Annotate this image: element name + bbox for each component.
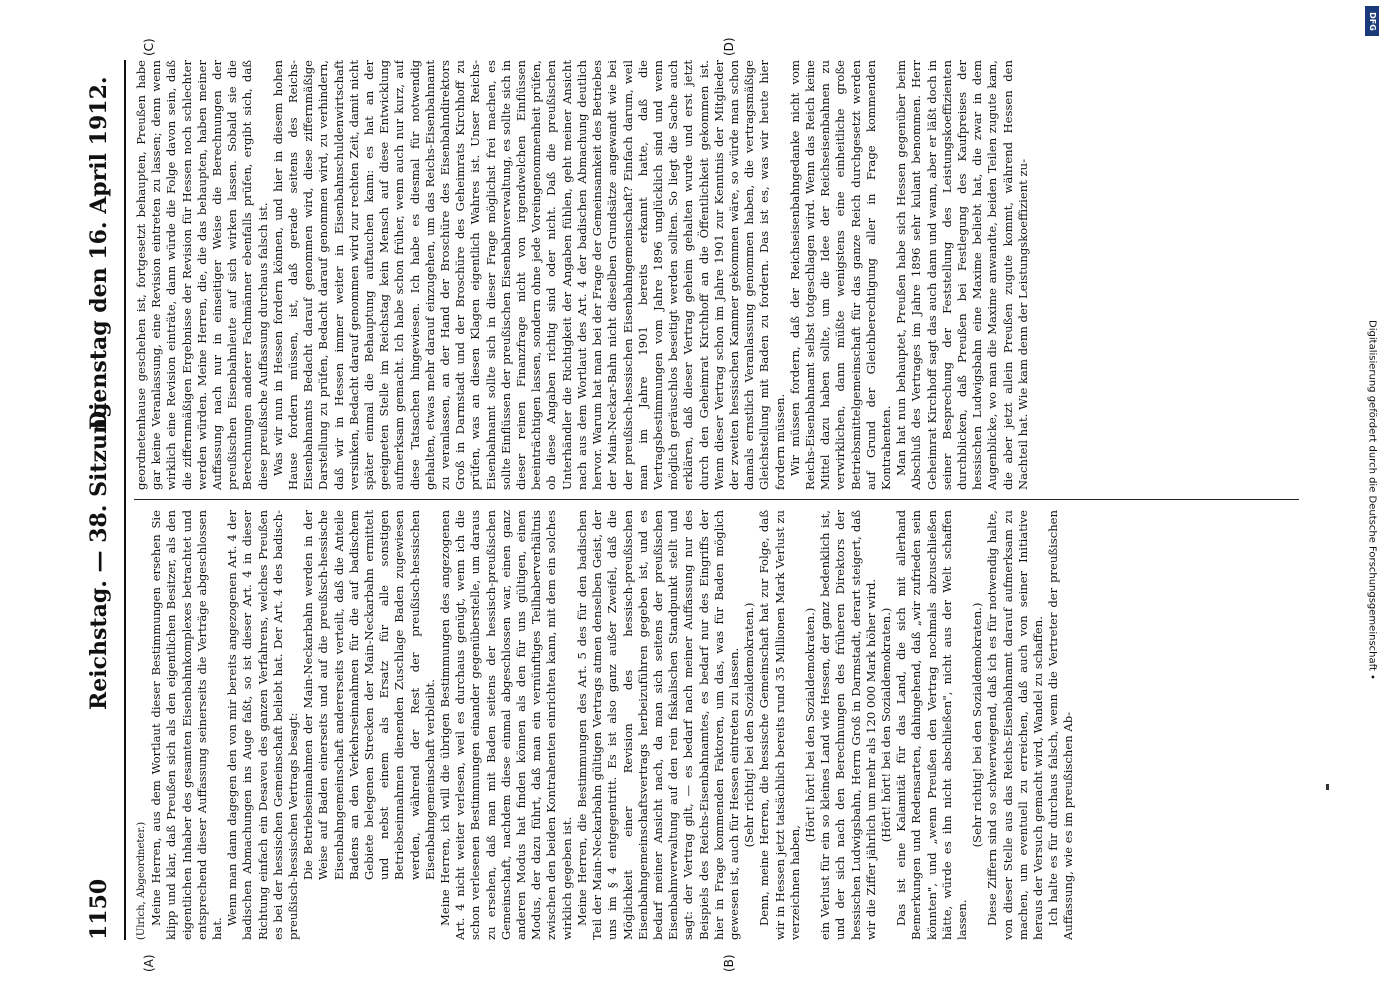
paragraph: Das ist eine Kalamität für das Land, die sich mit allerhand Bemerkungen und Redensarten, dahingehend, daß „wir zufrieden sein könnten", und „wenn Preußen den Vertrag nochmals abzuschließen hätte, würde es ihn nicht abschließen", nicht aus der Welt schaffen lassen. (893, 510, 969, 940)
newspaper-page (62, 20, 1322, 980)
session-date: Dienstag den 16. April 1912. (85, 76, 112, 430)
quoted-article: Die Betriebseinnahmen der Main-Neckarbahn werden in der Weise auf Baden einerseits und auf die preußisch-hessische Eisenbahngemeinschaft andererseits verteilt, daß die Anteile Badens an den Verkehrseinnahmen für die auf badischem Gebiete belegenen Strecken der Main-Neckarbahn ermittelt und nebst einem als Ersatz für alle sonstigen Betriebseinnahmen dienenden Zuschlage Baden zugewiesen werden, während der Rest der preußisch-hessischen Eisenbahngemeinschaft verbleibt. (300, 510, 437, 880)
left-column (134, 510, 1299, 940)
margin-marker-c: (C) (141, 38, 156, 56)
paragraph: Diese Ziffern sind so schwerwiegend, daß ich es für notwendig halte, von dieser Stelle aus das Reichs-Eisenbahnamt darauf aufmerksam zu machen, um eventuell zu erreichen, daß auch von seiner Initiative heraus der Versuch gemacht wird, Wandel zu schaffen. (984, 510, 1045, 940)
paragraph: Wir müssen fordern, daß der Reichseisenbahngedanke nicht vom Reichs-Eisenbahnamt selbst totgeschlagen wird. Wenn das Reich keine Mittel dazu haben sollte, um die Idee der Reichseisenbahnen zu verwirklichen, dann müßte wenigstens eine einheitliche große Betriebsmittelgemeinschaft für das ganze Reich durchgesetzt werden auf Grund der Gleichberechtigung aller in Frage kommenden Kontrahenten. (787, 60, 893, 490)
session-title: Reichstag. — 38. Sitzung. (85, 394, 112, 710)
margin-marker-b: (B) (721, 954, 736, 972)
paragraph: Denn, meine Herren, die hessische Gemeinschaft hat zur Folge, daß wir in Hessen jetzt tatsächlich bereits rund 35 Millionen Mark Verlust zu verzeichnen haben, (756, 510, 802, 940)
margin-marker-a: (A) (141, 954, 156, 972)
digitization-credit (1361, 0, 1383, 1000)
right-column (134, 60, 1299, 490)
header-rule (124, 60, 126, 940)
interjection: (Hört! hört! bei den Sozialdemokraten.) (878, 607, 893, 843)
page-number: 1150 (85, 878, 112, 940)
margin-marker-d: (D) (721, 37, 736, 56)
column-divider (134, 499, 1299, 500)
paragraph: Meine Herren, die Bestimmungen des Art. 5 des für den badischen Teil der Main-Neckarbahn gültigen Vertrags atmen denselben Geist, der uns im § 4 entgegentritt. Es ist also ganz außer Zweifel, daß die Möglichkeit einer Revision des hessisch-preußischen Eisenbahngemeinschaftsvertrags herbeizuführen gegeben ist, und es bedarf meiner Ansicht nach, da man sich seitens der preußischen Eisenbahnverwaltung auf den rein fiskalischen Standpunkt stellt und sagt: der Vertrag gilt, — es bedarf nach meiner Auffassung nur des Beispiels des Reichs-Eisenbahnamtes, es bedarf nur des Eingriffs der hier in Frage kommenden Faktoren, um das, was für Baden möglich gewesen ist, auch für Hessen eintreten zu lassen. (574, 510, 741, 940)
dfg-logo: DFG (1365, 6, 1379, 36)
credit-text: Digitalisierung gefördert durch die Deutsche Forschungsgemeinschaft • (1366, 320, 1378, 680)
paragraph: Wenn man dann dagegen den von mir bereits angezogenen Art. 4 der badischen Abmachungen ins Auge faßt, so ist dieser Art. 4 in dieser Richtung einfach ein Desaveu des ganzen Verfahrens, welches Preußen es bei der hessischen Gemeinschaft beliebt hat. Der Art. 4 des badisch-preußisch-hessischen Vertrags besagt: (224, 510, 300, 940)
page-header (84, 60, 114, 940)
paragraph: Ich halte es für durchaus falsch, wenn die Vertreter der preußischen Auffassung, wie es im preußischen Ab- (1045, 510, 1075, 940)
paragraph: Meine Herren, aus dem Wortlaut dieser Bestimmungen ersehen Sie klipp und klar, daß Preußen sich als den eigentlichen Besitzer, als den eigentlichen Inhaber des gesamten Eisenbahnkomplexes betrachtet und entsprechend dieser Auffassung seinerseits die Verträge abgeschlossen hat. (148, 510, 224, 940)
paragraph: Man hat nun behauptet, Preußen habe sich Hessen gegenüber beim Abschluß des Vertrages im Jahre 1896 sehr kulant benommen. Herr Geheimrat Kirchhoff sagt das auch dann und wann, aber er läßt doch in seiner Besprechung der Feststellung des Leistungskoeffizienten durchblicken, daß Preußen bei Festlegung des Kaufpreises der hessischen Ludwigsbahn eine Maxime beliebt hat, die zwar in dem Augenblicke, wo man die Maxime anwandte, beiden Teilen zugute kam, die aber jetzt allein Preußen zugute kommt, während Hessen den Nachteil hat. Wie kam denn der Leistungskoeffizient zu- (893, 60, 1030, 490)
paragraph: geordnetenhause geschehen ist, fortgesetzt behaupten, Preußen habe gar keine Veranlassung, eine Revision eintreten zu lassen; denn wenn wirklich eine Revision einträte, dann würde die Folge davon sein, daß die ziffernmäßigen Ergebnisse der Revision für Hessen noch schlechter werden würden. Meine Herren, die, die das behaupten, haben meiner Auffassung nach nur in einseitiger Weise die Berechnungen der preußischen Eisenbahnleute auf sich wirken lassen. Sobald sie die Berechnungen anderer Fachmänner ebenfalls prüfen, ergibt sich, daß diese preußische Auffassung durchaus falsch ist. (133, 60, 270, 490)
interjection: (Sehr richtig! bei den Sozialdemokraten.) (969, 602, 984, 848)
interjection: (Hört! hört! bei den Sozialdemokraten.) (802, 607, 817, 843)
paragraph: ein Verlust für ein so kleines Land wie Hessen, der ganz bedenklich ist, und der sich nach den Berechnungen des früheren Direktors der hessischen Ludwigsbahn, Herrn Groß in Darmstadt, derart steigert, daß wir die Ziffer jährlich um mehr als 120 000 Mark höher wird. (817, 510, 878, 940)
scan-speck (1326, 784, 1329, 790)
paragraph: Meine Herren, ich will die übrigen Bestimmungen des angezogenen Art. 4 nicht weiter verlesen, weil es durchaus genügt, wenn ich die schon verlesenen Bestimmungen einander gegenüberstelle, um daraus zu ersehen, daß man mit Baden seitens der hessisch-preußischen Gemeinschaft, nachdem diese einmal abgeschlossen war, einen ganz anderen Modus hat finden können als den für uns gültigen, einen Modus, der dazu führt, daß man ein vernünftiges Teilhaberverhältnis zwischen den beiden Kontrahenten einrichten kann, mit dem ein solches wirklich gegeben ist. (437, 510, 574, 940)
interjection: (Sehr richtig! bei den Sozialdemokraten.) (741, 602, 756, 848)
speaker-line: (Ulrich, Abgeordneter.) (135, 821, 147, 940)
paragraph: Was wir nun in Hessen fordern können, und hier in diesem hohen Hause fordern müssen, ist, daß gerade seitens des Reichs-Eisenbahnamts Bedacht darauf genommen wird, diese ziffernmäßige Darstellung zu prüfen, Bedacht darauf genommen wird, zu verhindern, daß wir in Hessen immer weiter in Eisenbahnschuldenwirtschaft versinken, Bedacht darauf genommen wird zur rechten Zeit, damit nicht später einmal die Behauptung auftauchen kann: es hat an der geeigneten Stelle im Reichstag kein Mensch auf diese Entwicklung aufmerksam gemacht. Ich habe schon früher, wenn auch nur kurz, auf diese Tatsachen hingewiesen. Ich habe es diesmal für notwendig gehalten, etwas mehr darauf einzugehen, um das Reichs-Eisenbahnamt zu veranlassen, an der Hand der Broschüre des Eisenbahndirektors Groß in Darmstadt und der Broschüre des Geheimrats Kirchhoff zu prüfen, was an diesen Klagen eigentlich Wahres ist. Unser Reichs-Eisenbahnamt sollte sich in dieser Frage möglichst frei machen, es sollte Einflüssen der preußischen Eisenbahnverwaltung, es sollte sich in dieser reinen Finanzfrage nicht von irgendwelchen Einflüssen beeinträchtigen lassen, sondern ohne jede Voreingenommenheit prüfen, ob diese Angaben richtig sind oder nicht. Daß die preußischen Unterhändler die Richtigkeit der Angaben fühlen, geht meiner Ansicht nach aus dem Wortlaut des Art. 4 der badischen Abmachung deutlich hervor. Warum hat man bei der Frage der Gemeinsamkeit des Betriebes der Main-Neckar-Bahn nicht dieselben Grundsätze angewandt wie bei der preußisch-hessischen Eisenbahngemeinschaft? Einfach darum, weil man im Jahre 1901 bereits erkannt hatte, daß die Vertragsbestimmungen vom Jahre 1896 unglücklich sind und wenn möglich geräuschlos beseitigt werden sollten. So liegt die Sache auch erklären, daß dieser Vertrag geheim gehalten wurde und erst jetzt durch den Geheimrat Kirchhoff an die Öffentlichkeit gekommen ist. Wenn dieser Vertrag schon im Jahre 1901 zur Kenntnis der Mitglieder der zweiten hessischen Kammer gekommen wäre, so würde man schon damals ernstlich Veranlassung genommen haben, die vertragsmäßige Gleichstellung mit Baden zu fordern. Das ist es, was wir heute hier fordern müssen. (270, 60, 787, 490)
